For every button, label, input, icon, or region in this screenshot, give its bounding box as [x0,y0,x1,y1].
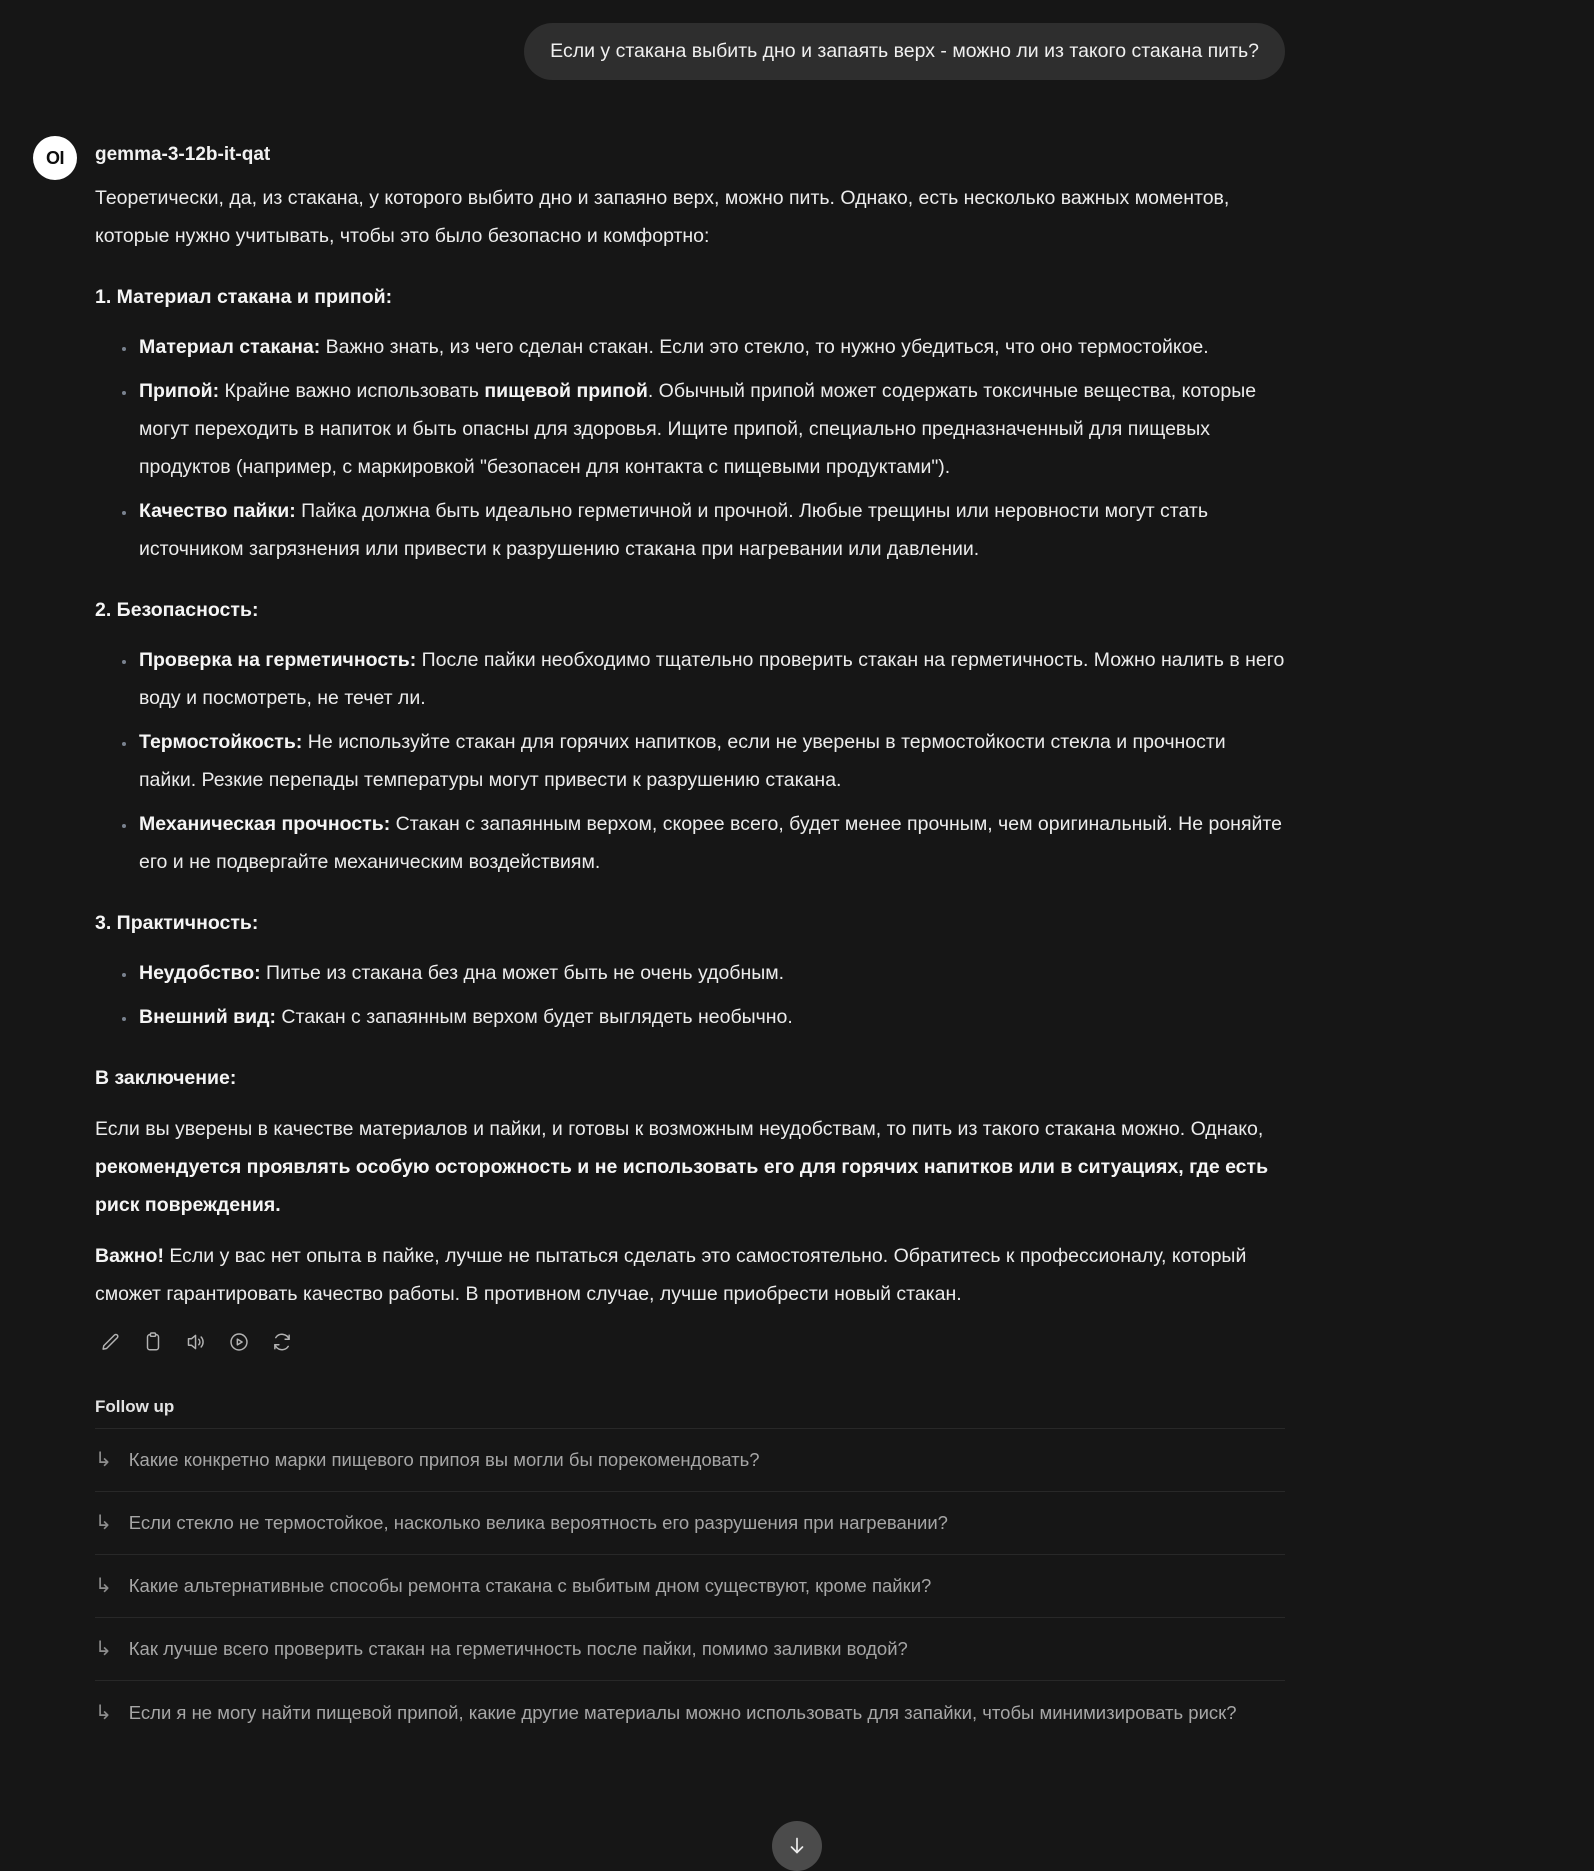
followup-text: Какие конкретно марки пищевого припоя вы могли бы порекомендовать? [128,1449,760,1470]
speaker-icon [185,1331,207,1353]
user-message-text: Если у стакана выбить дно и запаять верх - можно ли из такого стакана пить? [550,40,1259,62]
bullet-list [95,641,1285,881]
list-item: • Качество пайки: Пайка должна быть идеально герметичной и прочной. Любые трещины или неровности могут стать источником загрязнения или привести к разрушению стакана при нагревании или давлении. [137,492,1285,568]
followup-list [95,1429,1285,1744]
followup-suggestion[interactable] [95,1681,1285,1744]
followup-section [95,1397,1285,1744]
list-item: • Материал стакана: Важно знать, из чего сделан стакан. Если это стекло, то нужно убедиться, что оно термостойкое. [137,328,1285,366]
arrow-branch-icon: ↳ [95,1449,112,1471]
play-circle-icon [228,1331,250,1353]
model-avatar [33,136,77,180]
assistant-message-row [33,136,1285,1744]
followup-suggestion[interactable] [95,1618,1285,1681]
refresh-icon [271,1331,293,1353]
paragraph: Теоретически, да, из стакана, у которого выбито дно и запаяно верх, можно пить. Однако, есть несколько важных моментов, которые нужно учитывать, чтобы это было безопасно и комфортно: [95,187,1230,247]
user-message-row [33,23,1285,80]
assistant-message-body [95,136,1285,1744]
section-heading: 3. Практичность: [95,912,259,934]
arrow-branch-icon: ↳ [95,1638,112,1660]
section-heading: 1. Материал стакана и припой: [95,286,393,308]
arrow-branch-icon: ↳ [95,1575,112,1597]
bullet-list [95,328,1285,568]
list-item: • Внешний вид: Стакан с запаянным верхом будет выглядеть необычно. [137,998,1285,1036]
list-item: • Неудобство: Питье из стакана без дна может быть не очень удобным. [137,954,1285,992]
paragraph: Если вы уверены в качестве материалов и пайки, и готовы к возможным неудобствам, то пить из такого стакана можно. Однако, рекомендуется проявлять особую осторожность и не использовать его для горячих напитков или в ситуациях, где есть риск повреждения. [95,1118,1269,1216]
list-item: • Проверка на герметичность: После пайки необходимо тщательно проверить стакан на герметичность. Можно налить в него воду и посмотреть, не течет ли. [137,641,1285,717]
message-actions [95,1327,1285,1357]
followup-text: Как лучше всего проверить стакан на герметичность после пайки, помимо заливки водой? [128,1638,908,1659]
user-message-bubble [524,23,1285,80]
copy-button[interactable] [138,1327,168,1357]
list-item: • Механическая прочность: Стакан с запаянным верхом, скорее всего, будет менее прочным, чем оригинальный. Не роняйте его и не подвергайте механическим воздействиям. [137,805,1285,881]
edit-button[interactable] [95,1327,125,1357]
model-name: gemma-3-12b-it-qat [95,144,271,165]
arrow-branch-icon: ↳ [95,1512,112,1534]
message-content [95,179,1285,1313]
read-aloud-button[interactable] [181,1327,211,1357]
paragraph: Важно! Если у вас нет опыта в пайке, лучше не пытаться сделать это самостоятельно. Обратитесь к профессионалу, который сможет гарантировать качество работы. В противном случае, лучше приобрести новый стакан. [95,1245,1247,1305]
arrow-down-icon [785,1834,809,1858]
clipboard-icon [142,1331,164,1353]
section-heading: В заключение: [95,1067,237,1089]
followup-suggestion[interactable] [95,1555,1285,1618]
arrow-branch-icon: ↳ [95,1701,112,1724]
bullet-list [95,954,1285,1036]
list-item: • Термостойкость: Не используйте стакан для горячих напитков, если не уверены в термостойкости стекла и прочности пайки. Резкие перепады температуры могут привести к разрушению стакана. [137,723,1285,799]
model-avatar-text: OI [45,147,64,168]
followup-label: Follow up [95,1397,1285,1429]
scroll-to-bottom-button[interactable] [772,1821,822,1871]
followup-text: Какие альтернативные способы ремонта стакана с выбитым дном существуют, кроме пайки? [128,1575,932,1596]
regenerate-button[interactable] [267,1327,297,1357]
followup-suggestion[interactable] [95,1429,1285,1492]
continue-button[interactable] [224,1327,254,1357]
list-item: • Припой: Крайне важно использовать пищевой припой. Обычный припой может содержать токсичные вещества, которые могут переходить в напиток и быть опасны для здоровья. Ищите припой, специально предназначенный для пищевых продуктов (например, с маркировкой "безопасен для контакта с пищевыми продуктами"). [137,372,1285,486]
followup-text: Если я не могу найти пищевой припой, какие другие материалы можно использовать для запайки, чтобы минимизировать риск? [128,1701,1237,1723]
followup-text: Если стекло не термостойкое, насколько велика вероятность его разрушения при нагревании? [128,1512,948,1533]
section-heading: 2. Безопасность: [95,599,259,621]
followup-suggestion[interactable] [95,1492,1285,1555]
pencil-icon [99,1331,121,1353]
